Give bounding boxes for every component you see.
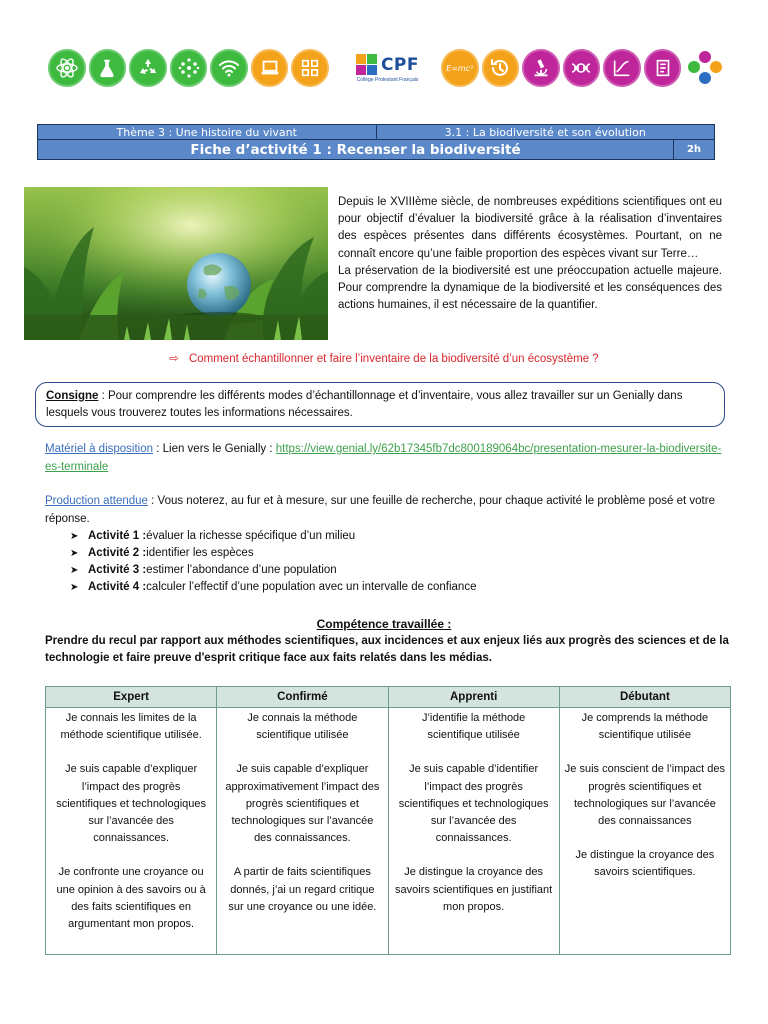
history-icon <box>482 49 520 87</box>
list-item <box>70 528 670 545</box>
cell-apprenti <box>388 708 559 955</box>
formula-icon <box>441 49 479 87</box>
molecule-icon <box>170 49 208 87</box>
consigne-text: : Pour comprendre les différents modes d’échantillonnage et d’inventaire, vous allez travailler sur un Genially dans lesquels vous trouverez toutes les informations nécessaires. <box>46 390 683 419</box>
activity-text: calculer l’effectif d’une population avec un intervalle de confiance <box>146 581 477 593</box>
arrow-right-icon: ⇨ <box>169 351 179 365</box>
activity-text: estimer l’abondance d’une population <box>146 564 337 576</box>
cell-text: Je comprends la méthode scientifique utilisée <box>581 712 709 742</box>
production-section <box>45 492 735 528</box>
laptop-icon <box>251 49 289 87</box>
recycle-icon <box>129 49 167 87</box>
cell-text: Je distingue la croyance des savoirs scientifiques en justifiant mon propos. <box>395 866 553 913</box>
cell-text: Je suis capable d’expliquer approximativement l’impact des progrès scientifiques et technologiques sur l’avancée des connaissances. <box>225 763 380 845</box>
cell-debutant <box>559 708 730 955</box>
list-item <box>70 545 670 562</box>
column-header-confirme: Confirmé <box>217 687 388 708</box>
cell-text: Je suis capable d’expliquer l’impact des progrès scientifiques et technologiques sur l’avancée des connaissances. <box>56 763 207 845</box>
activity-list <box>70 528 670 596</box>
guiding-question <box>0 351 768 365</box>
microscope-icon <box>522 49 560 87</box>
cell-text: A partir de faits scientifiques donnés, j’ai un regard critique sur une croyance ou une idée. <box>228 866 377 913</box>
activity-label: Activité 3 : <box>88 564 147 576</box>
graph-icon <box>603 49 641 87</box>
cell-text: Je distingue la croyance des savoirs scientifiques. <box>575 849 715 879</box>
activity-text: évaluer la richesse spécifique d’un milieu <box>146 530 356 542</box>
column-header-apprenti: Apprenti <box>388 687 559 708</box>
cpf-logo-mark <box>356 54 378 76</box>
cell-text: Je suis capable d’identifier l’impact des progrès scientifiques et technologiques sur l’avancée des connaissances. <box>398 763 549 845</box>
competence-title: Compétence travaillée : <box>316 617 452 631</box>
consigne-box <box>35 382 725 427</box>
list-item <box>70 579 670 596</box>
cpf-logo <box>338 46 437 90</box>
chapter-label: 3.1 : La biodiversité et son évolution <box>376 125 715 140</box>
activity-label: Activité 1 : <box>88 530 147 542</box>
intro-paragraph-2: La préservation de la biodiversité est une préoccupation actuelle majeure. Pour comprendre la dynamique de la biodiversité et les conséquences des actions humaines, il est nécessaire de la quantifier. <box>338 264 722 312</box>
materiel-section <box>45 440 735 476</box>
header-icon-strip <box>48 46 724 90</box>
genially-link[interactable]: https://view.genial.ly/62b17345fb7dc800189064bc/presentation-mesurer-la-biodiversite-es-terminale <box>45 443 722 473</box>
atom-icon <box>48 49 86 87</box>
production-text: : Vous noterez, au fur et à mesure, sur une feuille de recherche, pour chaque activité le problème posé et votre réponse. <box>45 495 715 525</box>
production-label: Production attendue <box>45 495 148 507</box>
competence-grid <box>45 686 731 955</box>
cell-text: Je connais les limites de la méthode scientifique utilisée. <box>60 712 202 742</box>
materiel-label: Matériel à disposition <box>45 443 154 455</box>
dna-icon <box>563 49 601 87</box>
cell-text: Je confronte une croyance ou une opinion à des savoirs ou à des faits scientifiques en argumentant mon propos. <box>56 866 206 931</box>
notes-icon <box>644 49 682 87</box>
globe-forest-photo <box>24 187 328 340</box>
wifi-icon <box>210 49 248 87</box>
arrowhead-bullet-icon: ➤ <box>70 565 79 576</box>
consigne-label: Consigne <box>46 390 99 402</box>
cell-text: J’identifie la méthode scientifique utilisée <box>421 712 526 742</box>
people-logo-icon <box>686 49 724 87</box>
competence-text: Prendre du recul par rapport aux méthodes scientifiques, aux incidences et aux enjeux liés aux progrès des sciences et de la technologie et faire preuve d'esprit critique face aux faits relatés dans les médias. <box>45 635 729 664</box>
column-header-debutant: Débutant <box>559 687 730 708</box>
table-header-row <box>46 687 731 708</box>
activity-label: Activité 2 : <box>88 547 147 559</box>
activity-text: identifier les espèces <box>146 547 254 559</box>
arrowhead-bullet-icon: ➤ <box>70 531 79 542</box>
list-item <box>70 562 670 579</box>
cell-text: Je connais la méthode scientifique utilisée <box>247 712 358 742</box>
activity-label: Activité 4 : <box>88 581 147 593</box>
logo-name: CPF <box>380 54 420 75</box>
cell-text: Je suis conscient de l’impact des progrès scientifiques et technologiques sur l’avancée des connaissances <box>564 763 725 828</box>
cell-expert <box>46 708 217 955</box>
arrowhead-bullet-icon: ➤ <box>70 582 79 593</box>
cell-confirme <box>217 708 388 955</box>
materiel-text: : Lien vers le Genially : <box>153 443 276 455</box>
column-header-expert: Expert <box>46 687 217 708</box>
theme-header-table <box>37 124 715 160</box>
theme-label: Thème 3 : Une histoire du vivant <box>38 125 377 140</box>
guiding-question-text: Comment échantillonner et faire l’inventaire de la biodiversité d’un écosystème ? <box>188 353 599 365</box>
table-row <box>46 708 731 955</box>
duration-label: 2h <box>674 140 715 160</box>
flask-icon <box>89 49 127 87</box>
logo-subtitle: Collège Protestant Français <box>356 76 419 83</box>
grid-icon <box>291 49 329 87</box>
formula-text: E=mc² <box>446 63 474 73</box>
intro-paragraph-1: Depuis le XVIIIème siècle, de nombreuses expéditions scientifiques ont eu pour objectif d’évaluer la biodiversité grâce à la réalisation d’inventaires des espèces présentes dans différents écosystèmes. Pourtant, on ne connaît encore qu’une faible proportion des espèces vivant sur Terre… <box>338 196 722 260</box>
intro-text <box>338 194 722 314</box>
arrowhead-bullet-icon: ➤ <box>70 548 79 559</box>
sheet-title: Fiche d’activité 1 : Recenser la biodiversité <box>38 140 674 160</box>
